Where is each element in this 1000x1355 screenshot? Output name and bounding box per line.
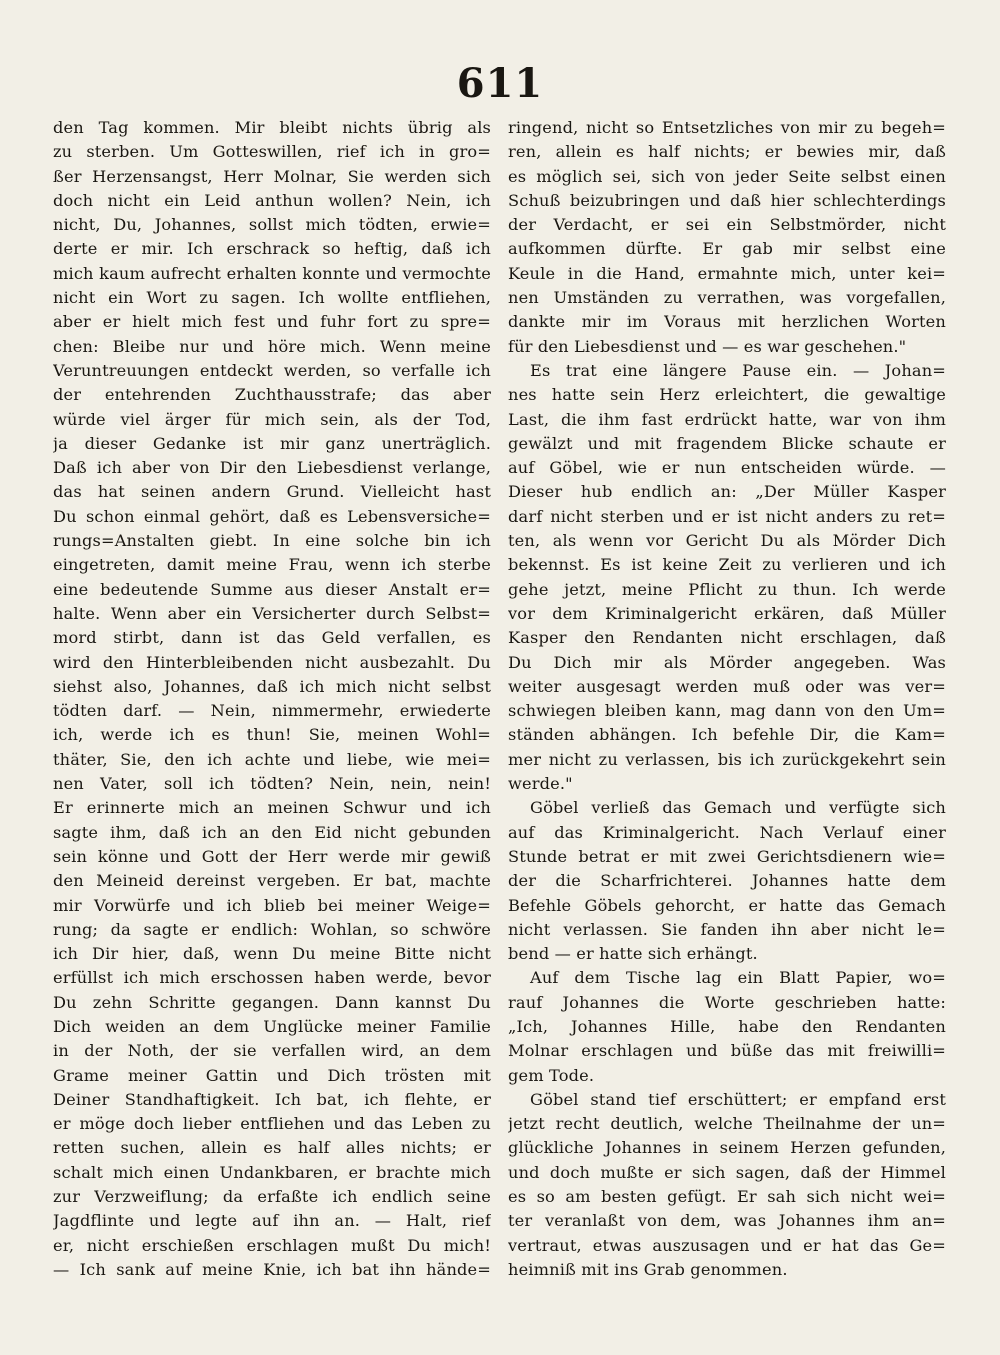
- text-line: Veruntreuungen entdeckt werden, so verfalle ich: [53, 360, 491, 380]
- text-line: aber er hielt mich fest und fuhr fort zu spre=: [53, 312, 491, 332]
- text-line: mich kaum aufrecht erhalten konnte und vermochte: [53, 263, 491, 283]
- text-line: eingetreten, damit meine Frau, wenn ich sterbe: [53, 555, 491, 575]
- text-line: Er erinnerte mich an meinen Schwur und ich: [53, 798, 491, 818]
- text-line: Göbel stand tief erschüttert; er empfand erst: [530, 1089, 946, 1109]
- text-line: bend — er hatte sich erhängt.: [508, 944, 758, 964]
- text-line: Befehle Göbels gehorcht, er hatte das Gemach: [508, 895, 946, 915]
- text-line: nen Vater, soll ich tödten? Nein, nein, nein!: [53, 774, 491, 794]
- text-line: rauf Johannes die Worte geschrieben hatte:: [508, 992, 946, 1012]
- right-text-column: [508, 116, 946, 1282]
- text-line: der die Scharfrichterei. Johannes hatte dem: [508, 871, 946, 891]
- text-line: zu sterben. Um Gotteswillen, rief ich in gro=: [53, 142, 491, 162]
- text-line: sagte ihm, daß ich an den Eid nicht gebunden: [53, 822, 491, 842]
- text-line: ich Dir hier, daß, wenn Du meine Bitte nicht: [53, 944, 491, 964]
- text-line: eine bedeutende Summe aus dieser Anstalt er=: [53, 579, 491, 599]
- text-line: rungs=Anstalten giebt. In eine solche bin ich: [53, 531, 491, 551]
- text-line: nicht, Du, Johannes, sollst mich tödten, erwie=: [53, 215, 491, 235]
- text-line: und doch mußte er sich sagen, daß der Himmel: [508, 1162, 946, 1182]
- text-line: ich, werde ich es thun! Sie, meinen Wohl=: [53, 725, 491, 745]
- text-line: schalt mich einen Undankbaren, er brachte mich: [53, 1162, 491, 1182]
- text-line: ren, allein es half nichts; er bewies mir, daß: [508, 142, 946, 162]
- text-line: jetzt recht deutlich, welche Theilnahme der un=: [508, 1114, 946, 1134]
- text-line: weiter ausgesagt werden muß oder was ver=: [508, 676, 946, 696]
- text-line: halte. Wenn aber ein Versicherter durch Selbst=: [53, 603, 491, 623]
- text-line: glückliche Johannes in seinem Herzen gefunden,: [508, 1138, 946, 1158]
- text-line: Keule in die Hand, ermahnte mich, unter kei=: [508, 263, 946, 283]
- text-line: auf das Kriminalgericht. Nach Verlauf einer: [508, 822, 946, 842]
- text-line: chen: Bleibe nur und höre mich. Wenn meine: [53, 336, 491, 356]
- text-line: rung; da sagte er endlich: Wohlan, so schwöre: [53, 919, 491, 939]
- text-line: Es trat eine längere Pause ein. — Johan=: [530, 360, 946, 380]
- text-line: Dieser hub endlich an: „Der Müller Kasper: [508, 482, 946, 502]
- text-line: in der Noth, der sie verfallen wird, an dem: [53, 1041, 491, 1061]
- text-line: thäter, Sie, den ich achte und liebe, wie mei=: [53, 749, 491, 769]
- text-line: gewälzt und mit fragendem Blicke schaute er: [508, 433, 946, 453]
- text-line: erfüllst ich mich erschossen haben werde, bevor: [53, 968, 491, 988]
- text-line: darf nicht sterben und er ist nicht anders zu ret=: [508, 506, 946, 526]
- text-line: Göbel verließ das Gemach und verfügte sich: [530, 798, 946, 818]
- text-line: für den Liebesdienst und — es war geschehen.": [508, 336, 907, 356]
- text-line: nicht verlassen. Sie fanden ihn aber nicht le=: [508, 919, 946, 939]
- text-line: auf Göbel, wie er nun entscheiden würde. —: [508, 458, 946, 478]
- text-line: Auf dem Tische lag ein Blatt Papier, wo=: [530, 968, 946, 988]
- text-line: der entehrenden Zuchthausstrafe; das aber: [53, 385, 491, 405]
- text-line: ringend, nicht so Entsetzliches von mir zu begeh=: [508, 118, 946, 137]
- text-line: das hat seinen andern Grund. Vielleicht hast: [53, 482, 491, 502]
- text-line: heimniß mit ins Grab genommen.: [508, 1259, 788, 1279]
- text-line: Schuß beizubringen und daß hier schlechterdings: [508, 190, 946, 210]
- text-line: vor dem Kriminalgericht erkären, daß Müller: [508, 603, 946, 623]
- text-line: Molnar erschlagen und büße das mit freiwilli=: [508, 1041, 946, 1061]
- text-line: derte er mir. Ich erschrack so heftig, daß ich: [53, 239, 491, 259]
- text-line: Grame meiner Gattin und Dich trösten mit: [53, 1065, 491, 1085]
- text-line: er, nicht erschießen erschlagen mußt Du mich!: [53, 1235, 491, 1255]
- text-line: Daß ich aber von Dir den Liebesdienst verlange,: [53, 458, 491, 478]
- text-line: tödten darf. — Nein, nimmermehr, erwiederte: [53, 701, 491, 721]
- text-line: mord stirbt, dann ist das Geld verfallen, es: [53, 628, 491, 648]
- text-line: mir Vorwürfe und ich blieb bei meiner Weige=: [53, 895, 491, 915]
- text-line: mer nicht zu verlassen, bis ich zurückgekehrt sein: [508, 749, 946, 769]
- text-line: ter veranlaßt von dem, was Johannes ihm an=: [508, 1211, 946, 1231]
- text-line: Last, die ihm fast erdrückt hatte, war von ihm: [508, 409, 946, 429]
- text-line: Deiner Standhaftigkeit. Ich bat, ich flehte, er: [53, 1089, 491, 1109]
- text-line: zur Verzweiflung; da erfaßte ich endlich seine: [53, 1187, 491, 1207]
- text-line: retten suchen, allein es half alles nichts; er: [53, 1138, 491, 1158]
- text-line: Du zehn Schritte gegangen. Dann kannst Du: [53, 992, 491, 1012]
- text-line: werde.": [508, 774, 573, 794]
- text-line: es so am besten gefügt. Er sah sich nicht wei=: [508, 1187, 946, 1207]
- text-line: würde viel ärger für mich sein, als der Tod,: [53, 409, 491, 429]
- text-line: ja dieser Gedanke ist mir ganz unerträglich.: [53, 433, 491, 453]
- text-line: sein könne und Gott der Herr werde mir gewiß: [53, 846, 491, 866]
- text-line: siehst also, Johannes, daß ich mich nicht selbst: [53, 676, 491, 696]
- text-line: bekennst. Es ist keine Zeit zu verlieren und ich: [508, 555, 946, 575]
- text-line: er möge doch lieber entfliehen und das Leben zu: [53, 1114, 491, 1134]
- text-line: ten, als wenn vor Gericht Du als Mörder Dich: [508, 531, 946, 551]
- text-line: nes hatte sein Herz erleichtert, die gewaltige: [508, 385, 946, 405]
- text-line: den Meineid dereinst vergeben. Er bat, machte: [53, 871, 491, 891]
- text-line: gem Tode.: [508, 1065, 595, 1085]
- text-line: den Tag kommen. Mir bleibt nichts übrig als: [53, 118, 491, 137]
- text-line: Kasper den Rendanten nicht erschlagen, daß: [508, 628, 946, 648]
- page-number: 611: [456, 60, 544, 107]
- text-line: — Ich sank auf meine Knie, ich bat ihn hände=: [53, 1259, 491, 1279]
- text-line: gehe jetzt, meine Pflicht zu thun. Ich werde: [508, 579, 946, 599]
- text-line: doch nicht ein Leid anthun wollen? Nein, ich: [53, 190, 491, 210]
- text-line: Jagdflinte und legte auf ihn an. — Halt, rief: [53, 1211, 491, 1231]
- text-line: nicht ein Wort zu sagen. Ich wollte entfliehen,: [53, 288, 491, 308]
- text-line: der Verdacht, er sei ein Selbstmörder, nicht: [508, 215, 946, 235]
- text-line: aufkommen dürfte. Er gab mir selbst eine: [508, 239, 946, 259]
- text-line: Dich weiden an dem Unglücke meiner Familie: [53, 1016, 491, 1036]
- text-line: vertraut, etwas auszusagen und er hat das Ge=: [508, 1235, 946, 1255]
- text-line: wird den Hinterbleibenden nicht ausbezahlt. Du: [53, 652, 491, 672]
- text-line: es möglich sei, sich von jeder Seite selbst einen: [508, 166, 946, 186]
- text-line: Du Dich mir als Mörder angegeben. Was: [508, 652, 946, 672]
- text-line: ßer Herzensangst, Herr Molnar, Sie werden sich: [53, 166, 491, 186]
- text-line: ständen abhängen. Ich befehle Dir, die Kam=: [508, 725, 946, 745]
- text-line: Stunde betrat er mit zwei Gerichtsdienern wie=: [508, 846, 946, 866]
- text-line: „Ich, Johannes Hille, habe den Rendanten: [508, 1016, 946, 1036]
- text-line: schwiegen bleiben kann, mag dann von den Um=: [508, 701, 946, 721]
- left-text-column: [53, 116, 491, 1282]
- text-line: Du schon einmal gehört, daß es Lebensversiche=: [53, 506, 491, 526]
- text-line: nen Umständen zu verrathen, was vorgefallen,: [508, 288, 946, 308]
- text-line: dankte mir im Voraus mit herzlichen Worten: [508, 312, 946, 332]
